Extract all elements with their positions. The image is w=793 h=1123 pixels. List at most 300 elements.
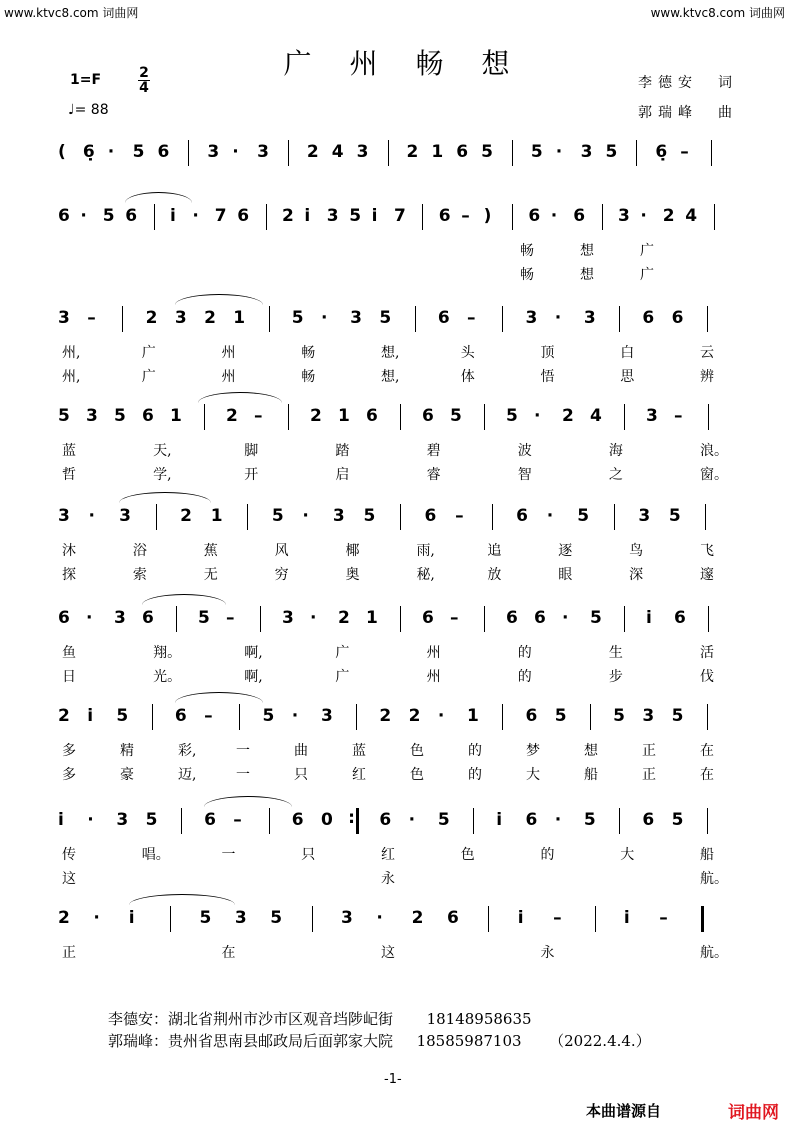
note: 5 (583, 810, 596, 830)
lyric-syllable: 一 (236, 743, 250, 759)
note: · (107, 142, 115, 162)
lyric-syllable: 永 (540, 945, 555, 961)
note: 6 (671, 308, 684, 328)
note: · (232, 142, 239, 162)
lyric-syllable: 想, (381, 345, 400, 361)
lyric-syllable: 航。 (700, 871, 728, 887)
bar-line (707, 704, 708, 730)
note: 3 (618, 206, 630, 226)
bar-line (590, 704, 591, 730)
note: · (88, 506, 95, 526)
note: 5 (437, 810, 450, 830)
bar-line (595, 906, 596, 932)
bar-line (502, 704, 503, 730)
lyric-syllable: 逐 (558, 543, 573, 559)
lyric-syllable: 大 (526, 767, 540, 783)
note: i (371, 206, 378, 226)
lyric-syllable: 正 (642, 767, 656, 783)
bar-line (602, 204, 603, 230)
note: 2 (180, 506, 193, 526)
lyric-syllable: 波 (517, 443, 532, 459)
lyric-syllable: 翔。 (153, 645, 182, 661)
lyric-syllable: 多 (62, 767, 76, 783)
lyric-line-2 (0, 264, 793, 284)
note: 3 (116, 810, 129, 830)
note: 6 (506, 608, 518, 628)
bar-line (170, 906, 171, 932)
bar-line (705, 504, 706, 530)
lyric-syllable: 航。 (700, 945, 728, 961)
note: 2 (562, 406, 574, 426)
note: 5 (363, 506, 376, 526)
score-row (0, 700, 793, 800)
note: 5 (262, 706, 275, 726)
note: · (554, 810, 562, 830)
note: 6 (642, 308, 655, 328)
bar-line (356, 704, 357, 730)
lyric-syllable: 雨, (416, 543, 435, 559)
note: 1 (233, 308, 246, 328)
lyric-syllable: 红 (381, 847, 395, 863)
lyric-syllable: 一 (236, 767, 250, 783)
lyric-syllable: 窗。 (700, 467, 728, 483)
note: 3 (58, 308, 70, 328)
lyric-syllable: 悟 (540, 369, 555, 385)
note: 6 (237, 206, 250, 226)
lyric-syllable: 船 (700, 847, 714, 863)
lyric-syllable: 伐 (700, 669, 714, 685)
note: 6 (534, 608, 546, 628)
song-title: 广州畅想 (283, 47, 548, 80)
lyric-syllable: 广 (335, 669, 350, 685)
note: i (58, 810, 64, 830)
note: 3 (282, 608, 294, 628)
lyric-syllable: 鸟 (629, 543, 644, 559)
note: 1 (170, 406, 182, 426)
bar-line (624, 606, 625, 632)
lyric-syllable: 生 (608, 645, 623, 661)
time-signature-top: 2 (139, 65, 149, 81)
lyric-syllable: 碧 (426, 443, 441, 459)
note: – (233, 810, 242, 830)
lyricist-credit: 李德安 词 (638, 75, 738, 91)
lyric-syllable: 的 (517, 669, 532, 685)
lyric-syllable: 的 (540, 847, 555, 863)
lyric-syllable: 曲 (294, 743, 308, 759)
lyric-syllable: 哲 (62, 467, 76, 483)
bar-line (708, 606, 709, 632)
lyric-syllable: 海 (608, 443, 623, 459)
note: – (461, 206, 470, 226)
note: · (562, 608, 569, 628)
bar-line (502, 306, 503, 332)
lyric-syllable: 广 (141, 345, 156, 361)
lyric-syllable: 只 (294, 767, 308, 783)
score-row (0, 804, 793, 904)
date-stamp: （2022.4.4.） (549, 1032, 651, 1050)
lyric-syllable: 脚 (244, 443, 259, 459)
lyric-syllable: 畅 (301, 369, 316, 385)
note: i (623, 908, 630, 928)
note: 6 (456, 142, 469, 162)
note: 6 (516, 506, 529, 526)
lyric-syllable: 州 (426, 669, 441, 685)
bar-line (400, 606, 401, 632)
lyric-syllable: 州, (62, 369, 81, 385)
note: 5 (605, 142, 618, 162)
note: 3 (580, 142, 593, 162)
lyric-syllable: 穷 (274, 567, 289, 583)
lyric-syllable: 畅 (301, 345, 316, 361)
notes-line (0, 302, 793, 332)
note: 4 (590, 406, 602, 426)
note: 3 (119, 506, 131, 526)
score-row (0, 602, 793, 702)
bar-line (400, 404, 401, 430)
score-row (0, 500, 793, 600)
note: 6 (447, 908, 459, 928)
note: 6 (528, 206, 541, 226)
tempo-marking: ♩= 88 (68, 102, 109, 118)
lyric-syllable: 想 (580, 243, 594, 259)
lyric-syllable: 索 (132, 567, 147, 583)
bar-line (266, 204, 267, 230)
note: – (659, 908, 668, 928)
note: 5 (450, 406, 462, 426)
note: i (128, 908, 135, 928)
lyric-syllable: 正 (642, 743, 656, 759)
note: 6 (379, 810, 392, 830)
note: 4 (331, 142, 344, 162)
note: 6 (58, 206, 70, 226)
score-row (0, 400, 793, 500)
note: 7 (394, 206, 406, 226)
note: 6 (291, 810, 304, 830)
note: ( (58, 142, 66, 162)
bar-line (181, 808, 182, 834)
lyric-syllable: 光。 (153, 669, 182, 685)
note: 2 (58, 908, 70, 928)
note: 6 (674, 608, 686, 628)
note: 3 (320, 706, 333, 726)
bar-line (288, 404, 289, 430)
bar-line (156, 504, 157, 530)
lyric-syllable: 州 (221, 345, 236, 361)
lyricist-address: 李德安：湖北省荆州市沙市区观音垱陟屺街 (108, 1010, 394, 1028)
watermark-right: www.ktvc8.com 词曲网 (650, 6, 785, 20)
time-signature-bottom: 4 (139, 80, 149, 96)
notes-line (0, 400, 793, 430)
note: – (467, 308, 476, 328)
lyric-syllable: 色 (410, 743, 424, 759)
lyric-syllable: 想 (580, 267, 594, 283)
note: i (517, 908, 524, 928)
lyric-line-1 (0, 844, 793, 864)
lyric-syllable: 啊, (244, 669, 263, 685)
lyric-syllable: 浴 (132, 543, 147, 559)
lyric-syllable: 畅 (520, 243, 534, 259)
note: 5 (671, 810, 684, 830)
note: 3 (646, 406, 658, 426)
note: 5 (506, 406, 518, 426)
lyric-line-2 (0, 564, 793, 584)
lyric-syllable: 追 (487, 543, 502, 559)
note: 5 (132, 142, 145, 162)
lyric-syllable: 一 (221, 847, 236, 863)
lyric-syllable: 梦 (526, 743, 540, 759)
note: 2 (226, 406, 238, 426)
composer-address: 郭瑞峰：贵州省思南县邮政局后面郭家大院 (108, 1032, 394, 1050)
bar-line (204, 404, 205, 430)
lyric-syllable: 眼 (558, 567, 573, 583)
lyric-syllable: 彩, (178, 743, 197, 759)
lyric-syllable: 这 (381, 945, 395, 961)
bar-line (512, 140, 513, 166)
lyric-syllable: 船 (584, 767, 598, 783)
lyric-syllable: 精 (120, 743, 134, 759)
note: · (80, 206, 87, 226)
note: 3 (58, 506, 70, 526)
lyric-syllable: 州 (221, 369, 236, 385)
lyric-syllable: 无 (203, 567, 218, 583)
notes-line (0, 500, 793, 530)
notes-line (0, 200, 793, 230)
lyric-syllable: 辨 (700, 369, 714, 385)
lyric-syllable: 活 (700, 645, 714, 661)
note: · (640, 206, 647, 226)
bar-line (701, 906, 704, 932)
lyric-syllable: 邃 (700, 567, 714, 583)
note: 3 (326, 206, 339, 226)
note: 6 (125, 206, 138, 226)
bar-line (122, 306, 123, 332)
lyric-syllable: 想, (381, 369, 400, 385)
note: 2 (408, 706, 421, 726)
bar-line (492, 504, 493, 530)
note: 1 (210, 506, 223, 526)
note: 1 (467, 706, 479, 726)
lyric-syllable: 头 (460, 345, 475, 361)
lyric-line-2 (0, 464, 793, 484)
bar-line (614, 504, 615, 530)
note: 0 (320, 810, 333, 830)
bar-line (711, 140, 712, 166)
note: 3 (356, 142, 369, 162)
lyric-syllable: 的 (468, 743, 482, 759)
lyric-syllable: 广 (141, 369, 156, 385)
lyric-syllable: 州 (426, 645, 441, 661)
lyric-syllable: 在 (700, 743, 714, 759)
note: 3 (583, 308, 596, 328)
note: 5 (114, 406, 126, 426)
note: 6 (157, 142, 170, 162)
note: · (554, 308, 562, 328)
note: – (455, 506, 464, 526)
note: 3 (350, 308, 363, 328)
lyric-syllable: 智 (517, 467, 532, 483)
lyric-syllable: 州, (62, 345, 81, 361)
note: 2 (306, 142, 319, 162)
lyric-syllable: 体 (460, 369, 475, 385)
bar-line (714, 204, 715, 230)
lyric-syllable: 的 (468, 767, 482, 783)
note: · (291, 706, 299, 726)
notes-line (0, 602, 793, 632)
note: 5 (116, 706, 129, 726)
lyric-syllable: 奥 (345, 567, 360, 583)
note: 2 (662, 206, 675, 226)
lyric-syllable: 在 (700, 767, 714, 783)
lyric-syllable: 沐 (62, 543, 76, 559)
lyric-line-1 (0, 342, 793, 362)
note: 3 (174, 308, 187, 328)
note: 3 (207, 142, 220, 162)
note: · (376, 908, 383, 928)
lyric-syllable: 红 (352, 767, 366, 783)
lyric-syllable: 正 (62, 945, 76, 961)
lyric-syllable: 色 (460, 847, 475, 863)
note: 6 (366, 406, 378, 426)
composer-phone: 18585987103 (416, 1032, 522, 1050)
bar-line (619, 306, 620, 332)
lyric-syllable: 蓝 (352, 743, 366, 759)
score-row (0, 902, 793, 1002)
lyric-syllable: 踏 (335, 443, 350, 459)
source-brand: 词曲网 (728, 1103, 779, 1123)
bar-line (356, 808, 359, 834)
note: – (204, 706, 213, 726)
note: 6̣ (82, 142, 95, 162)
lyric-syllable: 开 (244, 467, 259, 483)
note: 5 (349, 206, 362, 226)
composer-credit: 郭瑞峰 曲 (638, 105, 738, 121)
note: 6 (438, 206, 451, 226)
note: 5 (145, 810, 158, 830)
note: 5 (270, 908, 283, 928)
note: 7 (214, 206, 227, 226)
note: 2 (411, 908, 424, 928)
bar-line (269, 808, 270, 834)
lyric-syllable: 步 (608, 669, 623, 685)
note: 4 (685, 206, 698, 226)
note: 6̣ (655, 142, 668, 162)
note: 5 (554, 706, 567, 726)
note: · (93, 908, 100, 928)
bar-line (154, 204, 155, 230)
lyric-syllable: 啊, (244, 645, 263, 661)
note: · (86, 608, 93, 628)
lyric-line-1 (0, 942, 793, 962)
bar-line (707, 808, 708, 834)
bar-line (288, 140, 289, 166)
note: 5 (530, 142, 543, 162)
note: 2 (58, 706, 70, 726)
watermark-left: www.ktvc8.com 词曲网 (4, 6, 139, 20)
note: 3 (114, 608, 126, 628)
note: · (310, 608, 317, 628)
note: · (87, 810, 94, 830)
bar-line (269, 306, 270, 332)
note: 3 (257, 142, 269, 162)
note: i (304, 206, 311, 226)
lyric-line-1 (0, 440, 793, 460)
note: 2 (379, 706, 392, 726)
bar-line (512, 204, 513, 230)
note: 6 (642, 810, 655, 830)
note: 3 (332, 506, 345, 526)
source-label: 本曲谱源自 (586, 1102, 662, 1120)
lyric-syllable: 的 (517, 645, 532, 661)
note: 2 (406, 142, 419, 162)
bar-line (400, 504, 401, 530)
score-row (0, 200, 793, 300)
note: – (680, 142, 689, 162)
note: – (226, 608, 235, 628)
time-signature (138, 66, 150, 95)
note: 5 (291, 308, 304, 328)
note: 6 (174, 706, 187, 726)
note: 6 (142, 608, 154, 628)
lyric-syllable: 云 (700, 345, 714, 361)
lyric-syllable: 迈, (178, 767, 197, 783)
note: i (87, 706, 94, 726)
lyric-syllable: 风 (274, 543, 289, 559)
lyric-line-2 (0, 868, 793, 888)
bar-line (176, 606, 177, 632)
notes-line (0, 902, 793, 932)
note: 5 (613, 706, 625, 726)
bar-line (388, 140, 389, 166)
bar-line (484, 404, 485, 430)
note: 3 (340, 908, 353, 928)
lyric-syllable: 广 (640, 267, 654, 283)
bar-line (188, 140, 189, 166)
lyric-syllable: 思 (620, 369, 635, 385)
note: 3 (234, 908, 247, 928)
bar-line (708, 404, 709, 430)
lyric-syllable: 睿 (426, 467, 441, 483)
lyric-syllable: 学, (153, 467, 172, 483)
note: 5 (271, 506, 284, 526)
note: 3 (638, 506, 651, 526)
note: 2 (310, 406, 322, 426)
note: 5 (590, 608, 602, 628)
note: 6 (58, 608, 70, 628)
lyric-syllable: 蓝 (62, 443, 76, 459)
lyric-syllable: 椰 (345, 543, 360, 559)
note: 2 (145, 308, 158, 328)
note: 6 (204, 810, 216, 830)
lyric-syllable: 天, (153, 443, 172, 459)
note: 2 (282, 206, 294, 226)
note: 2 (338, 608, 350, 628)
note: 1 (431, 142, 444, 162)
note: 5 (102, 206, 115, 226)
lyric-syllable: 白 (620, 345, 635, 361)
lyric-syllable: 豪 (120, 767, 134, 783)
lyric-syllable: 永 (381, 871, 395, 887)
lyric-line-1 (0, 540, 793, 560)
lyric-line-1 (0, 642, 793, 662)
note: 5 (671, 706, 684, 726)
note: · (550, 206, 558, 226)
lyric-syllable: 深 (629, 567, 644, 583)
note: – (674, 406, 683, 426)
lyric-syllable: 这 (62, 871, 76, 887)
note: 5 (577, 506, 590, 526)
note: 3 (642, 706, 655, 726)
lyric-syllable: 启 (335, 467, 350, 483)
